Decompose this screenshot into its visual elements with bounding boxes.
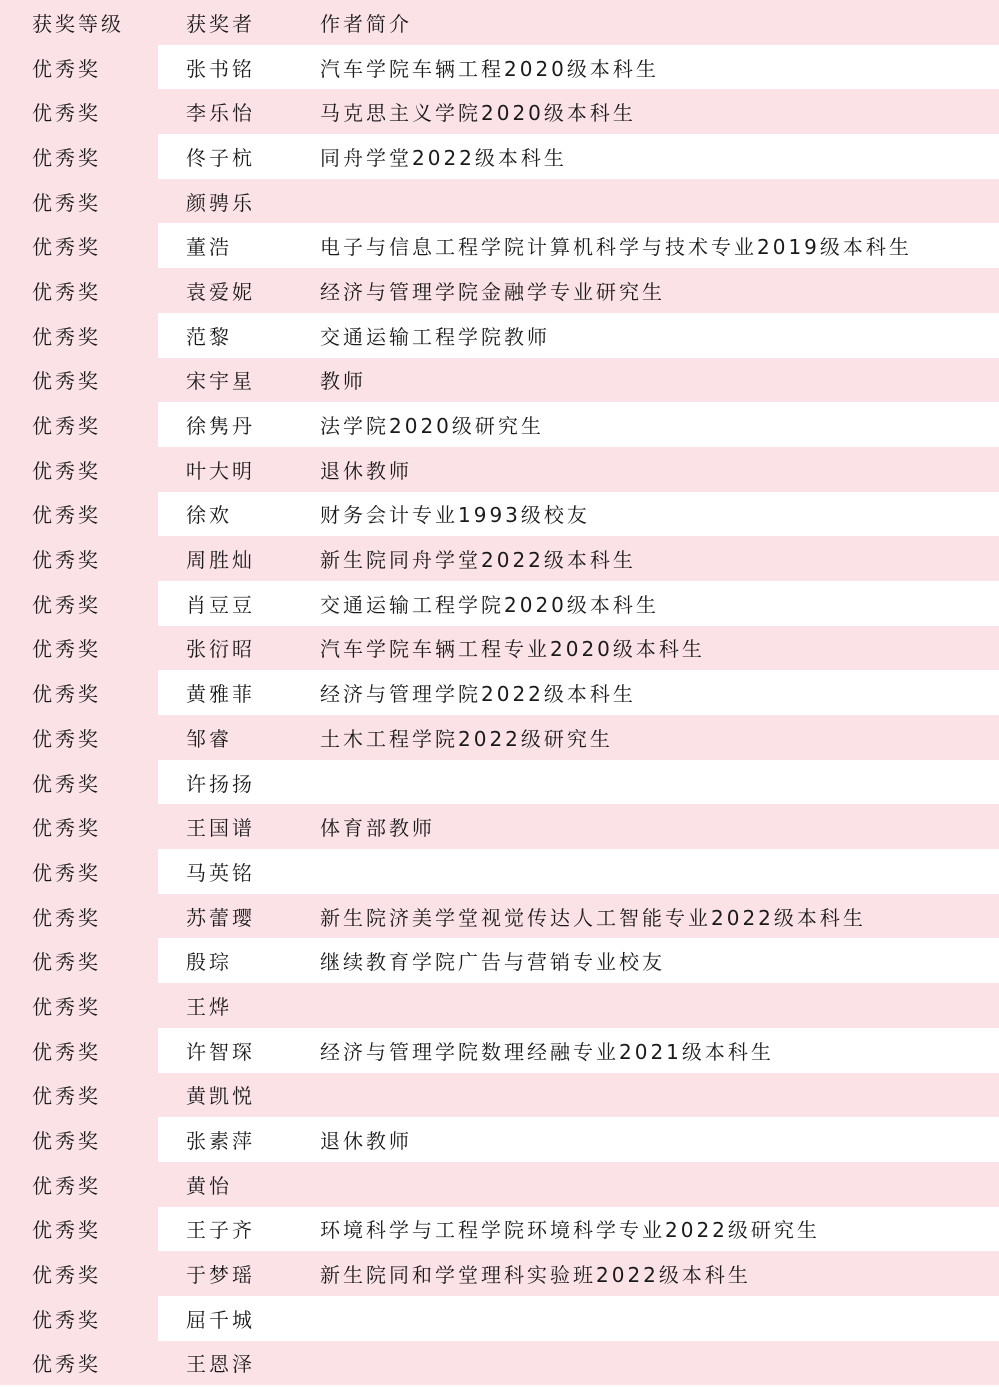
author-bio-cell: 法学院2020级研究生 <box>291 402 999 447</box>
award-level-cell: 优秀奖 <box>0 1296 158 1341</box>
author-bio-cell <box>291 983 999 1028</box>
header-award-level: 获奖等级 <box>0 0 158 45</box>
table-row <box>0 581 999 626</box>
winner-cell: 张素萍 <box>158 1117 291 1162</box>
author-bio-cell <box>291 1341 999 1386</box>
table-row <box>0 1028 999 1073</box>
table-row <box>0 45 999 90</box>
winner-cell: 周胜灿 <box>158 536 291 581</box>
winner-cell: 范黎 <box>158 313 291 358</box>
header-winner: 获奖者 <box>158 0 291 45</box>
table-row <box>0 1073 999 1118</box>
winner-cell: 殷琮 <box>158 938 291 983</box>
author-bio-cell: 交通运输工程学院教师 <box>291 313 999 358</box>
table-row <box>0 134 999 179</box>
winner-cell: 许扬扬 <box>158 760 291 805</box>
award-level-cell: 优秀奖 <box>0 983 158 1028</box>
award-level-cell: 优秀奖 <box>0 804 158 849</box>
winner-cell: 邹睿 <box>158 715 291 760</box>
award-level-cell: 优秀奖 <box>0 760 158 805</box>
author-bio-cell: 退休教师 <box>291 447 999 492</box>
winner-cell: 袁爱妮 <box>158 268 291 313</box>
table-row <box>0 1117 999 1162</box>
author-bio-cell: 土木工程学院2022级研究生 <box>291 715 999 760</box>
table-row <box>0 670 999 715</box>
award-level-cell: 优秀奖 <box>0 313 158 358</box>
table-row <box>0 179 999 224</box>
author-bio-cell: 体育部教师 <box>291 804 999 849</box>
winner-cell: 马英铭 <box>158 849 291 894</box>
winner-cell: 屈千城 <box>158 1296 291 1341</box>
award-level-cell: 优秀奖 <box>0 134 158 179</box>
table-row <box>0 804 999 849</box>
table-row <box>0 894 999 939</box>
award-level-cell: 优秀奖 <box>0 45 158 90</box>
author-bio-cell: 新生院同和学堂理科实验班2022级本科生 <box>291 1251 999 1296</box>
author-bio-cell: 财务会计专业1993级校友 <box>291 492 999 537</box>
award-level-cell: 优秀奖 <box>0 447 158 492</box>
award-level-cell: 优秀奖 <box>0 626 158 671</box>
author-bio-cell: 新生院同舟学堂2022级本科生 <box>291 536 999 581</box>
table-row <box>0 849 999 894</box>
award-level-cell: 优秀奖 <box>0 1162 158 1207</box>
winner-cell: 张书铭 <box>158 45 291 90</box>
winner-cell: 徐欢 <box>158 492 291 537</box>
author-bio-cell <box>291 1073 999 1118</box>
winner-cell: 佟子杭 <box>158 134 291 179</box>
author-bio-cell: 经济与管理学院金融学专业研究生 <box>291 268 999 313</box>
table-row <box>0 1341 999 1386</box>
winner-cell: 黄凯悦 <box>158 1073 291 1118</box>
winner-cell: 王子齐 <box>158 1207 291 1252</box>
winner-cell: 颜骋乐 <box>158 179 291 224</box>
table-row <box>0 760 999 805</box>
award-level-cell: 优秀奖 <box>0 849 158 894</box>
author-bio-cell <box>291 760 999 805</box>
winner-cell: 王国谱 <box>158 804 291 849</box>
award-level-cell: 优秀奖 <box>0 670 158 715</box>
award-level-cell: 优秀奖 <box>0 358 158 403</box>
author-bio-cell: 退休教师 <box>291 1117 999 1162</box>
award-level-cell: 优秀奖 <box>0 1251 158 1296</box>
winner-cell: 董浩 <box>158 223 291 268</box>
winner-cell: 黄怡 <box>158 1162 291 1207</box>
award-level-cell: 优秀奖 <box>0 492 158 537</box>
winner-cell: 王烨 <box>158 983 291 1028</box>
award-level-cell: 优秀奖 <box>0 223 158 268</box>
author-bio-cell <box>291 849 999 894</box>
table-row <box>0 1296 999 1341</box>
winner-cell: 王恩泽 <box>158 1341 291 1386</box>
winner-cell: 许智琛 <box>158 1028 291 1073</box>
award-level-cell: 优秀奖 <box>0 581 158 626</box>
award-level-cell: 优秀奖 <box>0 402 158 447</box>
table-row <box>0 89 999 134</box>
table-row <box>0 1207 999 1252</box>
author-bio-cell: 环境科学与工程学院环境科学专业2022级研究生 <box>291 1207 999 1252</box>
author-bio-cell: 新生院济美学堂视觉传达人工智能专业2022级本科生 <box>291 894 999 939</box>
table-row <box>0 492 999 537</box>
winner-cell: 李乐怡 <box>158 89 291 134</box>
author-bio-cell <box>291 179 999 224</box>
award-level-cell: 优秀奖 <box>0 938 158 983</box>
table-row <box>0 626 999 671</box>
winner-cell: 于梦瑶 <box>158 1251 291 1296</box>
table-row <box>0 715 999 760</box>
author-bio-cell: 汽车学院车辆工程2020级本科生 <box>291 45 999 90</box>
award-level-cell: 优秀奖 <box>0 715 158 760</box>
award-level-cell: 优秀奖 <box>0 536 158 581</box>
author-bio-cell: 教师 <box>291 358 999 403</box>
award-level-cell: 优秀奖 <box>0 1207 158 1252</box>
award-level-cell: 优秀奖 <box>0 1341 158 1386</box>
award-level-cell: 优秀奖 <box>0 89 158 134</box>
author-bio-cell: 经济与管理学院数理经融专业2021级本科生 <box>291 1028 999 1073</box>
award-level-cell: 优秀奖 <box>0 268 158 313</box>
header-author-bio: 作者简介 <box>291 0 999 45</box>
table-row <box>0 223 999 268</box>
table-row <box>0 983 999 1028</box>
author-bio-cell: 马克思主义学院2020级本科生 <box>291 89 999 134</box>
award-level-cell: 优秀奖 <box>0 894 158 939</box>
award-level-cell: 优秀奖 <box>0 1073 158 1118</box>
table-row <box>0 268 999 313</box>
table-row <box>0 938 999 983</box>
winner-cell: 叶大明 <box>158 447 291 492</box>
author-bio-cell: 经济与管理学院2022级本科生 <box>291 670 999 715</box>
table-row <box>0 402 999 447</box>
table-row <box>0 1162 999 1207</box>
award-level-cell: 优秀奖 <box>0 179 158 224</box>
table-row <box>0 447 999 492</box>
winner-cell: 宋宇星 <box>158 358 291 403</box>
winner-cell: 张衍昭 <box>158 626 291 671</box>
table-row <box>0 1251 999 1296</box>
author-bio-cell <box>291 1296 999 1341</box>
winner-cell: 肖豆豆 <box>158 581 291 626</box>
table-header-row <box>0 0 999 45</box>
award-level-cell: 优秀奖 <box>0 1028 158 1073</box>
award-level-cell: 优秀奖 <box>0 1117 158 1162</box>
author-bio-cell: 交通运输工程学院2020级本科生 <box>291 581 999 626</box>
winner-cell: 徐隽丹 <box>158 402 291 447</box>
winner-cell: 黄雅菲 <box>158 670 291 715</box>
author-bio-cell: 继续教育学院广告与营销专业校友 <box>291 938 999 983</box>
author-bio-cell <box>291 1162 999 1207</box>
author-bio-cell: 同舟学堂2022级本科生 <box>291 134 999 179</box>
winner-cell: 苏蕾璎 <box>158 894 291 939</box>
author-bio-cell: 汽车学院车辆工程专业2020级本科生 <box>291 626 999 671</box>
table-row <box>0 358 999 403</box>
table-row <box>0 536 999 581</box>
table-row <box>0 313 999 358</box>
author-bio-cell: 电子与信息工程学院计算机科学与技术专业2019级本科生 <box>291 223 999 268</box>
